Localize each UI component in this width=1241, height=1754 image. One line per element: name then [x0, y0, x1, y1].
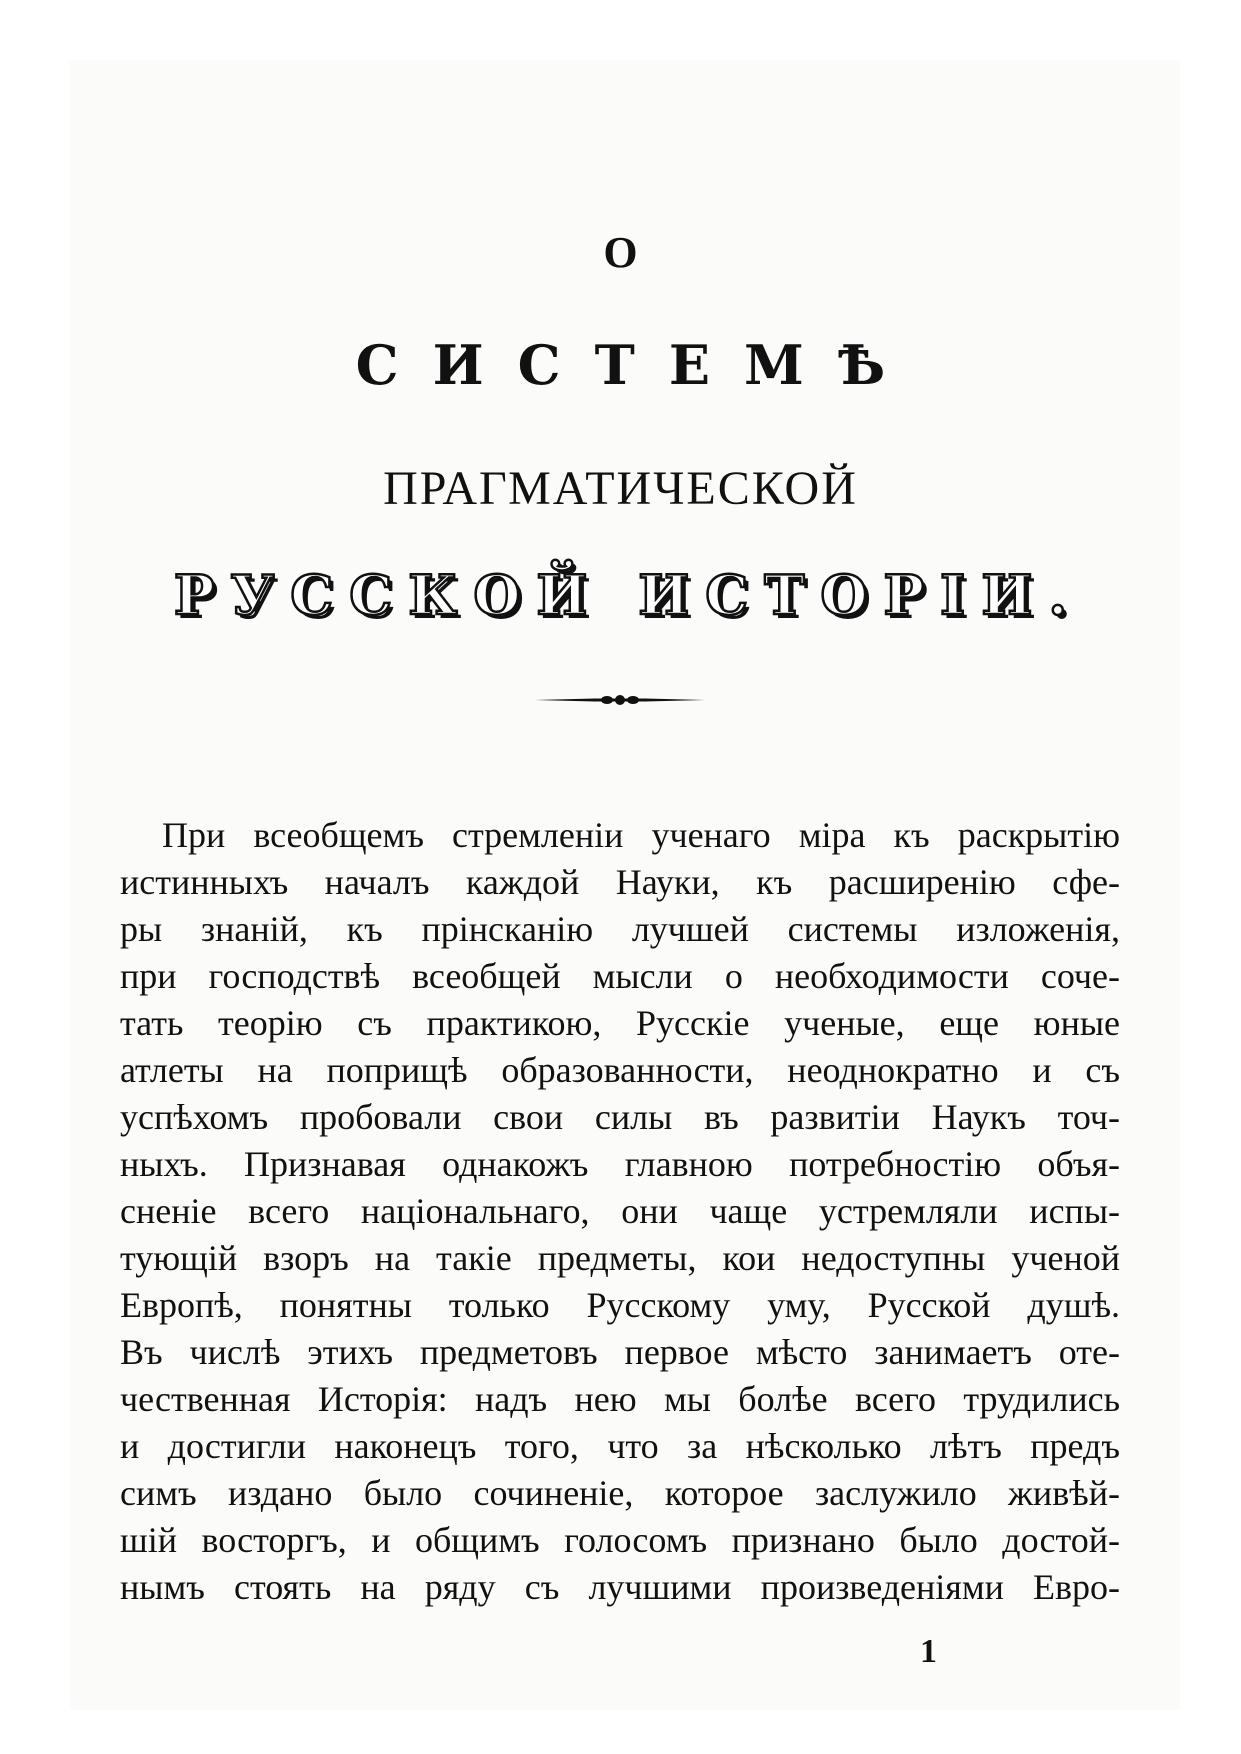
title-pragmaticheskoy: ПРАГМАТИЧЕСКОЙ: [383, 462, 858, 515]
text-line: симъ издано было сочиненіе, которое заслужило живѣй-: [120, 1473, 1120, 1513]
text-line: шій восторгъ, и общимъ голосомъ признано было достой-: [120, 1520, 1120, 1560]
text-line: нымъ стоять на ряду съ лучшими произведеніями Евро-: [120, 1567, 1120, 1607]
text-line: Въ числѣ этихъ предметовъ первое мѣсто занимаетъ оте-: [120, 1332, 1120, 1372]
text-line: Европѣ, понятны только Русскому уму, Русской душѣ.: [120, 1285, 1120, 1325]
text-line: атлеты на поприщѣ образованности, неоднократно и съ: [120, 1050, 1120, 1090]
text-line: истинныхъ началъ каждой Науки, къ расширенію сфе-: [120, 862, 1120, 902]
body-text: [120, 812, 1120, 1611]
ornament-rule-icon: [535, 693, 705, 707]
text-line: чественная Исторія: надъ нею мы болѣе всего трудились: [120, 1379, 1120, 1419]
text-line: сненіе всего національнаго, они чаще устремляли испы-: [120, 1191, 1120, 1231]
text-line: и достигли наконецъ того, что за нѣсколько лѣтъ предъ: [120, 1426, 1120, 1466]
text-line: тать теорію съ практикою, Русскіе ученые, еще юные: [120, 1003, 1120, 1043]
title-russkoy-istorii: РУССКОЙ ИСТОРІИ.: [173, 563, 1084, 627]
text-line: ры знаній, къ прінсканію лучшей системы изложенія,: [120, 909, 1120, 949]
text-line: при господствѣ всеобщей мысли о необходимости соче-: [120, 956, 1120, 996]
text-line: ныхъ. Признавая однакожъ главною потребностію объя-: [120, 1144, 1120, 1184]
title-preposition: О: [603, 228, 638, 277]
text-line: При всеобщемъ стремленіи ученаго міра къ раскрытію: [162, 815, 1120, 855]
page-number: 1: [920, 1633, 937, 1670]
text-line: успѣхомъ пробовали свои силы въ развитіи Наукъ точ-: [120, 1097, 1120, 1137]
text-line: тующій взоръ на такіе предметы, кои недоступны ученой: [120, 1238, 1120, 1278]
title-sisteme: СИСТЕМѢ: [355, 333, 920, 397]
